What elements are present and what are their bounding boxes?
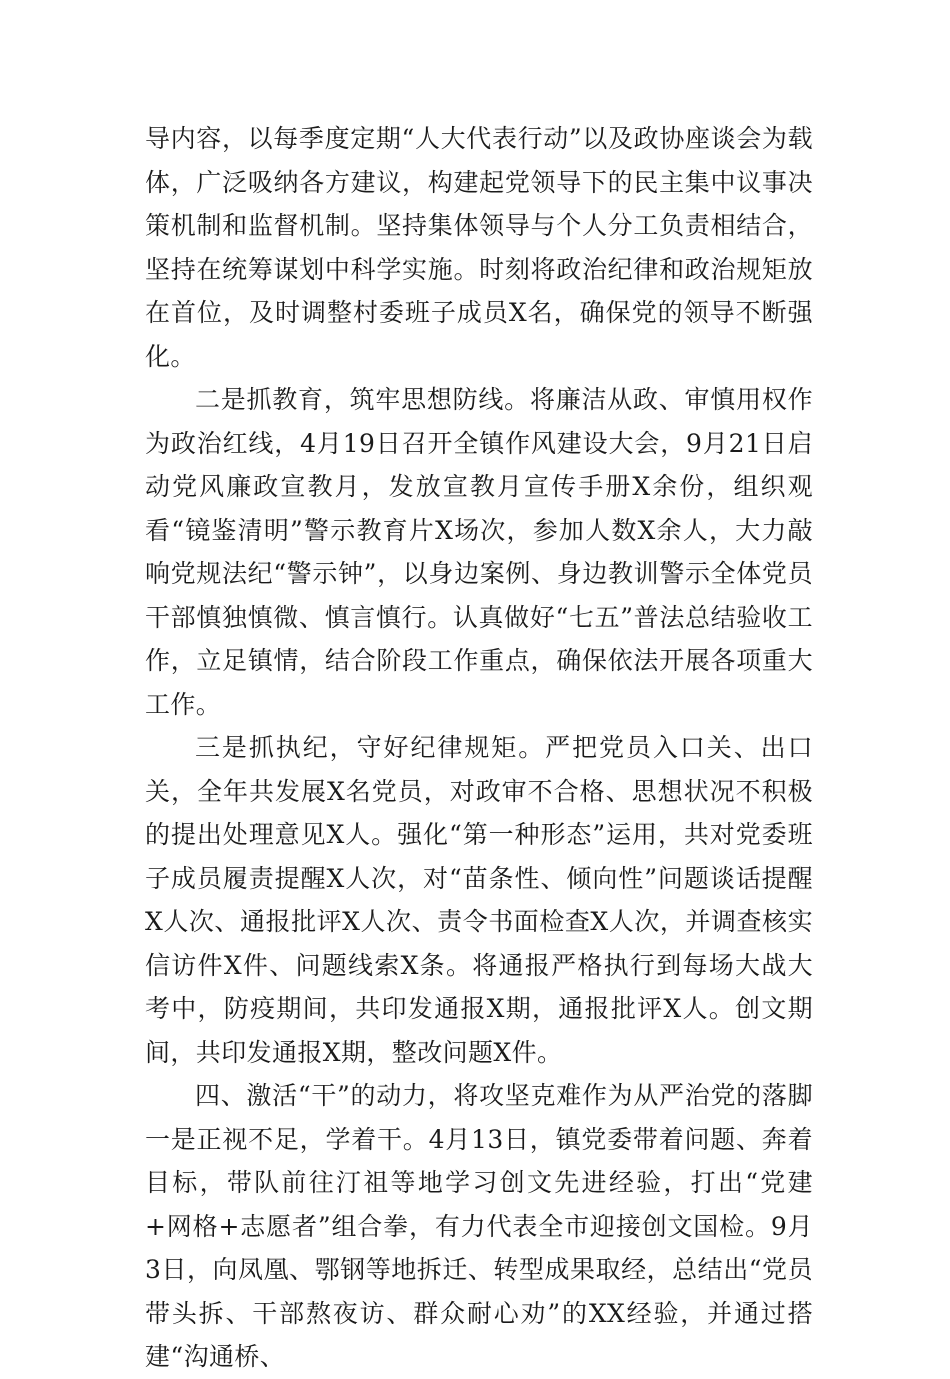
paragraph-discipline: 三是抓执纪，守好纪律规矩。严把党员入口关、出口关，全年共发展X名党员，对政审不合格、思想状况不积极的提出处理意见X人。强化“第一种形态”运用，共对党委班子成员履责提醒X人次，对“苗条性、倾向性”问题谈话提醒X人次、通报批评X人次、责令书面检查X人次，并调查核实信访件X件、问题线索X条。将通报严格执行到每场大战大考中，防疫期间，共印发通报X期，通报批评X人。创文期间，共印发通报X期，整改问题X件。: [145, 733, 813, 1067]
document-body: [145, 117, 813, 1379]
paragraph-education: 二是抓教育，筑牢思想防线。将廉洁从政、审慎用权作为政治红线，4月19日召开全镇作风建设大会，9月21日启动党风廉政宣教月，发放宣教月宣传手册X余份，组织观看“镜鉴清明”警示教育片X场次，参加人数X余人，大力敲响党规法纪“警示钟”，以身边案例、身边教训警示全体党员干部慎独慎微、慎言慎行。认真做好“七五”普法总结验收工作，立足镇情，结合阶段工作重点，确保依法开展各项重大工作。: [145, 385, 813, 719]
paragraph-continuation: 导内容，以每季度定期“人大代表行动”以及政协座谈会为载体，广泛吸纳各方建议，构建起党领导下的民主集中议事决策机制和监督机制。坚持集体领导与个人分工负责相结合，坚持在统筹谋划中科学实施。时刻将政治纪律和政治规矩放在首位，及时调整村委班子成员X名，确保党的领导不断强化。: [145, 124, 813, 371]
paragraph-motivation: 四、激活“干”的动力，将攻坚克难作为从严治党的落脚 一是正视不足，学着干。4月13日，镇党委带着问题、奔着目标，带队前往汀祖等地学习创文先进经验，打出“党建+网格+志愿者”组合拳，有力代表全市迎接创文国检。9月3日，向凤凰、鄂钢等地拆迁、转型成果取经，总结出“党员带头拆、干部熬夜访、群众耐心劝”的XX经验，并通过搭建“沟通桥、: [145, 1081, 813, 1371]
